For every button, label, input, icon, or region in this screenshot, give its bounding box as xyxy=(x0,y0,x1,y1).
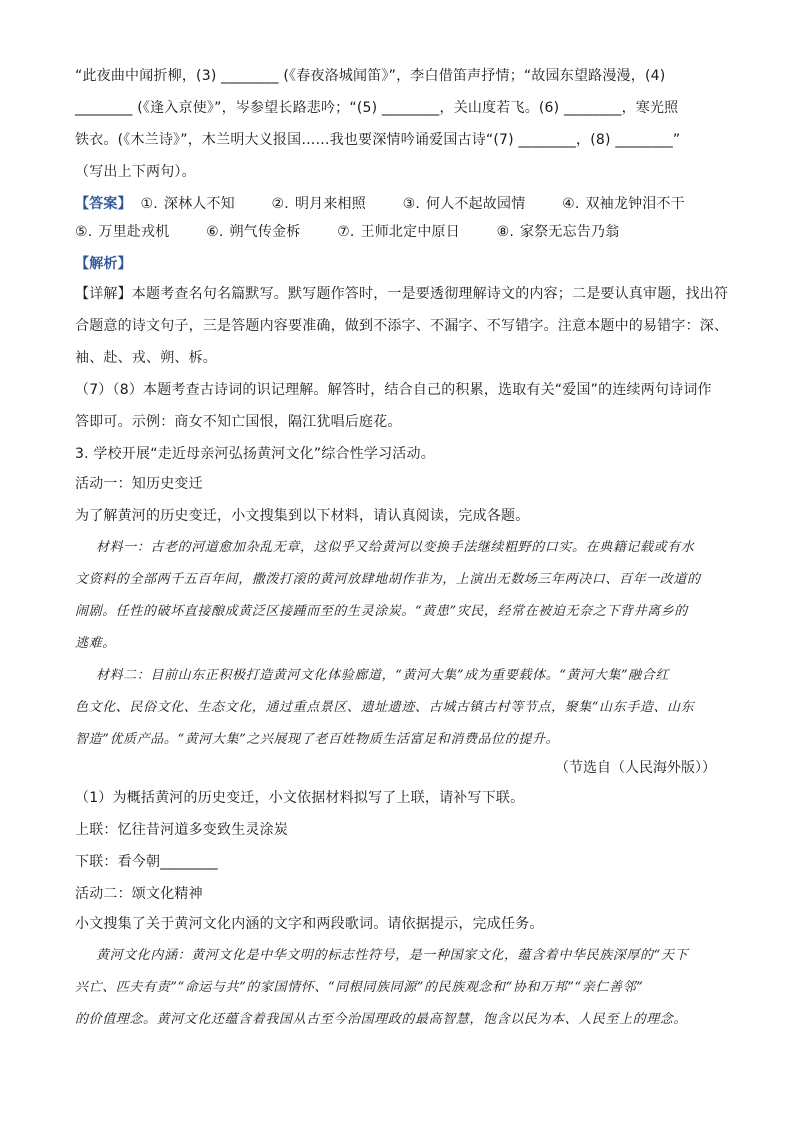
material-2-line-3: 智造”优质产品。“黄河大集”之兴展现了老百姓物质生活富足和消费品位的提升。 xyxy=(75,732,560,747)
analysis-line-2: 合题意的诗文句子，三是答题内容要准确，做到不添字、不漏字、不写错字。注意本题中的易错字：深、 xyxy=(75,318,729,334)
answer-text: 明月来相照 xyxy=(294,196,366,212)
answer-item xyxy=(75,222,169,242)
answer-row-2 xyxy=(75,222,619,242)
material-1-line-4: 逃难。 xyxy=(75,636,116,651)
analysis-line-4: （7）（8）本题考查古诗词的识记理解。解答时，结合自己的积累，选取有关“爱国”的连续两句诗词作 xyxy=(75,382,712,398)
answer-text: 家祭无忘告乃翁 xyxy=(520,224,620,240)
answer-item xyxy=(268,194,366,214)
answer-text: 王师北定中原日 xyxy=(360,224,460,240)
answer-text: 双袖龙钟泪不干 xyxy=(585,196,685,212)
material-2-line-1: 材料二：目前山东正积极打造黄河文化体验廊道，“黄河大集”成为重要载体。“黄河大集”融合红 xyxy=(96,668,669,683)
material-2-line-2: 色文化、民俗文化、生态文化，通过重点景区、遗址遗迹、古城古镇古村等节点，聚集“山东手造、山东 xyxy=(75,700,695,715)
answer-item xyxy=(333,222,460,242)
source-citation: （节选自（人民海外版）） xyxy=(555,760,716,776)
answer-number: ②. xyxy=(271,196,289,212)
q2-line-2: ________ (《逢入京使》”，岑参望长路悲吟；“(5) ________，关山度若飞。(6) ________，寒光照 xyxy=(75,100,679,116)
answer-item xyxy=(493,222,620,242)
material-1-line-3: 闹剧。任性的破坏直接酿成黄泛区接踵而至的生灵涂炭。“黄患”灾民，经常在被迫无奈之下背井离乡的 xyxy=(75,604,688,619)
answer-number: ⑧. xyxy=(496,224,514,240)
answer-item xyxy=(558,194,685,214)
material-1-line-1: 材料一：古老的河道愈加杂乱无章，这似乎又给黄河以变换手法继续粗野的口实。在典籍记载或有水 xyxy=(96,540,695,555)
q2-line-1: “此夜曲中闻折柳，(3) ________ (《春夜洛城闻笛》”，李白借笛声抒情；“故园东望路漫漫，(4) xyxy=(75,68,666,84)
upper-couplet: 上联：忆往昔河道多变致生灵涂炭 xyxy=(75,822,288,838)
material-3-line-2: 兴亡、匹夫有责”“命运与共”的家国情怀、“同根同族同源”的民族观念和“协和万邦”“亲仁善邻” xyxy=(75,980,644,995)
answer-tag: 【答案】 xyxy=(75,196,132,212)
activity-2-heading: 活动二：颂文化精神 xyxy=(75,886,203,902)
analysis-line-3: 袖、赴、戎、朔、柝。 xyxy=(75,350,217,366)
answer-text: 何人不起故园情 xyxy=(426,196,526,212)
q2-line-3: 铁衣。(《木兰诗》”，木兰明大义报国……我也要深情吟诵爱国古诗“(7) ________，(8) ________” xyxy=(75,132,681,148)
material-3-line-1: 黄河文化内涵：黄河文化是中华文明的标志性符号，是一种国家文化，蕴含着中华民族深厚的“天下 xyxy=(96,948,689,963)
activity-1-heading: 活动一：知历史变迁 xyxy=(75,476,203,492)
answer-number: ⑥. xyxy=(206,224,224,240)
lower-couplet: 下联：看今朝________ xyxy=(75,854,218,870)
material-1-line-2: 文资料的全部两千五百年间，撒泼打滚的黄河放肆地胡作非为，上演出无数场三年两决口、百年一改道的 xyxy=(75,572,701,587)
analysis-line-5: 答即可。示例：商女不知亡国恨，隔江犹唱后庭花。 xyxy=(75,414,402,430)
analysis-tag: 【解析】 xyxy=(75,256,132,272)
answer-text: 朔气传金柝 xyxy=(229,224,301,240)
answer-number: ①. xyxy=(140,196,158,212)
q2-line-4: （写出上下两句）。 xyxy=(75,164,196,180)
material-3-line-3: 的价值理念。黄河文化还蕴含着我国从古至今治国理政的最高智慧，饱含以民为本、人民至上的理念。 xyxy=(75,1012,688,1027)
sub-question-1: （1）为概括黄河的历史变迁，小文依据材料拟写了上联，请补写下联。 xyxy=(75,790,525,806)
answer-item xyxy=(136,194,234,214)
answer-text: 万里赴戎机 xyxy=(98,224,170,240)
answer-item xyxy=(202,222,300,242)
activity-2-intro: 小文搜集了关于黄河文化内涵的文字和两段歌词。请依据提示，完成任务。 xyxy=(75,916,544,932)
answer-row-1 xyxy=(75,194,685,214)
answer-number: ⑤. xyxy=(75,224,93,240)
activity-1-intro: 为了解黄河的历史变迁，小文搜集到以下材料，请认真阅读，完成各题。 xyxy=(75,508,530,524)
analysis-line-1: 【详解】本题考查名句名篇默写。默写题作答时，一是要透彻理解诗文的内容；二是要认真审题，找出符 xyxy=(75,286,729,302)
answer-number: ③. xyxy=(402,196,420,212)
answer-number: ⑦. xyxy=(337,224,355,240)
answer-item xyxy=(399,194,526,214)
answer-number: ④. xyxy=(562,196,580,212)
q3-stem: 3. 学校开展“走近母亲河弘扬黄河文化”综合性学习活动。 xyxy=(75,446,435,462)
answer-text: 深林人不知 xyxy=(163,196,235,212)
